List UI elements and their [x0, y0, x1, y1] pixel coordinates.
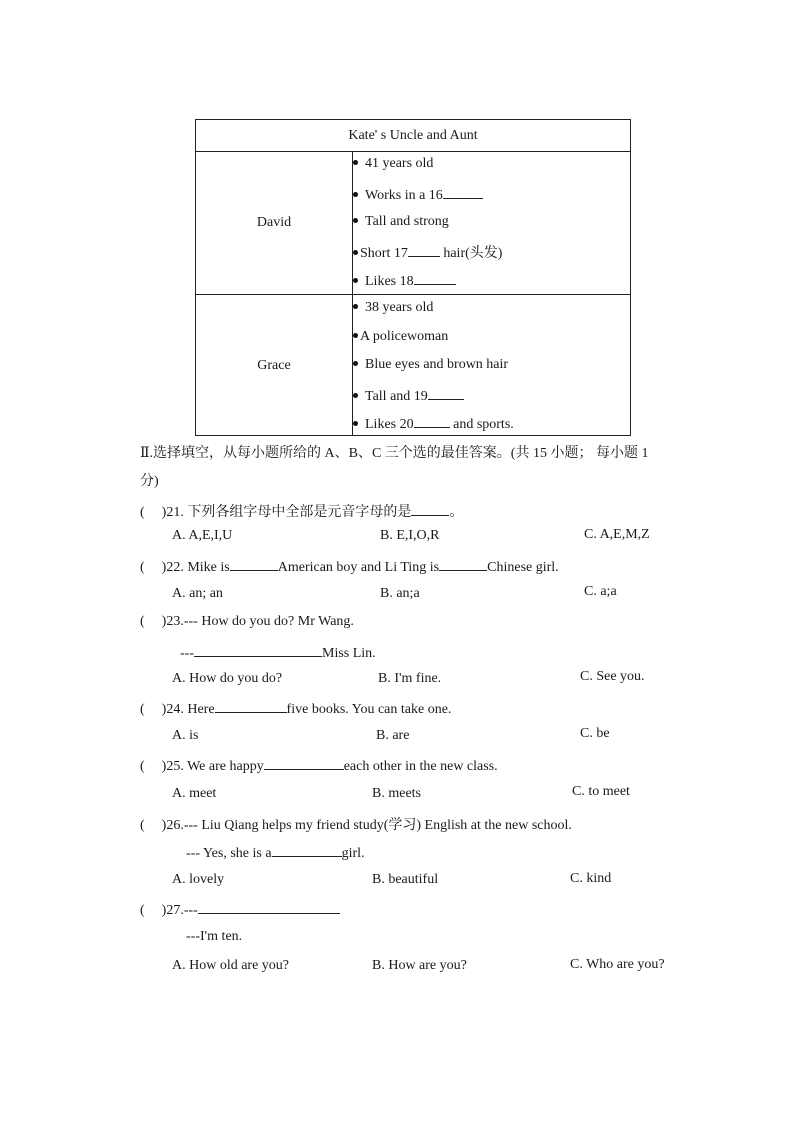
question-22: ( )22. Mike is American boy and Li Ting is Chinese girl. [140, 557, 559, 576]
question-21: ( )21. 下列各组字母中全部是元音字母的是 。 [140, 501, 463, 521]
option-c[interactable]: C. be [580, 726, 610, 741]
question-23-reply: --- Miss Lin. [180, 643, 376, 662]
list-item: Likes 20 and sports. [353, 414, 514, 433]
option-a[interactable]: A. How old are you? [172, 958, 290, 973]
answer-blank[interactable] [215, 699, 287, 713]
question-26-reply: --- Yes, she is a girl. [186, 843, 365, 862]
option-a[interactable]: A. an; an [172, 586, 223, 601]
option-c[interactable]: C. See you. [580, 669, 645, 684]
option-b[interactable]: B. I'm fine. [378, 671, 442, 686]
question-26: ( )26.--- Liu Qiang helps my friend study(学习) English at the new school. [140, 818, 572, 833]
list-item: Works in a 16 [353, 185, 483, 204]
row-name-david: David [256, 215, 292, 230]
list-item: 38 years old [353, 300, 433, 316]
answer-paren[interactable]: ( [140, 614, 145, 629]
section-heading: Ⅱ.选择填空，从每小题所给的 A、B、C 三个选的最佳答案。(共 15 小题； 每小题 1 [140, 446, 649, 461]
option-c[interactable]: C. A,E,M,Z [584, 527, 650, 542]
question-23: ( )23.--- How do you do? Mr Wang. [140, 614, 354, 629]
option-b[interactable]: B. meets [372, 786, 421, 801]
option-a[interactable]: A. meet [172, 786, 217, 801]
question-27-reply: ---I'm ten. [186, 929, 243, 944]
option-c[interactable]: C. a;a [584, 584, 617, 599]
option-b[interactable]: B. are [376, 728, 410, 743]
bullet-icon [353, 333, 358, 338]
answer-blank-20[interactable] [414, 414, 450, 428]
bullet-icon [353, 361, 358, 366]
answer-blank-19[interactable] [428, 386, 464, 400]
answer-blank[interactable] [264, 756, 344, 770]
option-c[interactable]: C. Who are you? [570, 957, 665, 972]
answer-blank-17[interactable] [408, 243, 440, 257]
answer-paren[interactable]: ( [140, 560, 145, 575]
list-item: Tall and 19 [353, 386, 464, 405]
row-name-grace: Grace [257, 358, 291, 373]
bullet-icon [353, 393, 358, 398]
option-a[interactable]: A. A,E,I,U [172, 528, 233, 543]
question-24: ( )24. Here five books. You can take one. [140, 699, 451, 718]
answer-paren[interactable]: ( [140, 702, 145, 717]
bullet-icon [353, 421, 358, 426]
answer-blank[interactable] [198, 900, 340, 914]
option-a[interactable]: A. How do you do? [172, 671, 283, 686]
answer-blank[interactable] [230, 557, 278, 571]
answer-blank-16[interactable] [443, 185, 483, 199]
section-heading-cont: 分) [140, 474, 159, 489]
table-title: Kate' s Uncle and Aunt [196, 120, 630, 152]
bullet-icon [353, 160, 358, 165]
bullet-icon [353, 304, 358, 309]
list-item: Likes 18 [353, 271, 456, 290]
list-item: A policewoman [353, 329, 448, 345]
option-c[interactable]: C. kind [570, 871, 612, 886]
answer-paren[interactable]: ( [140, 818, 145, 833]
answer-paren[interactable]: ( [140, 903, 145, 918]
answer-blank[interactable] [272, 843, 342, 857]
option-b[interactable]: B. an;a [380, 586, 420, 601]
bullet-icon [353, 278, 358, 283]
answer-paren[interactable]: ( [140, 505, 145, 520]
table-row-divider [196, 294, 630, 295]
answer-blank[interactable] [411, 502, 449, 516]
option-a[interactable]: A. lovely [172, 872, 225, 887]
option-b[interactable]: B. beautiful [372, 872, 439, 887]
question-25: ( )25. We are happy each other in the new class. [140, 756, 498, 775]
question-27: ( )27.--- [140, 900, 340, 919]
answer-blank-18[interactable] [414, 271, 456, 285]
option-a[interactable]: A. is [172, 728, 199, 743]
answer-blank[interactable] [194, 643, 322, 657]
answer-paren[interactable]: ( [140, 759, 145, 774]
list-item: Tall and strong [353, 214, 449, 230]
list-item: Short 17 hair(头发) [353, 242, 502, 262]
bullet-icon [353, 218, 358, 223]
bullet-icon [353, 250, 358, 255]
list-item: 41 years old [353, 156, 433, 172]
answer-blank[interactable] [439, 557, 487, 571]
option-c[interactable]: C. to meet [572, 784, 630, 799]
option-b[interactable]: B. E,I,O,R [380, 528, 440, 543]
bullet-icon [353, 192, 358, 197]
list-item: Blue eyes and brown hair [353, 357, 508, 373]
option-b[interactable]: B. How are you? [372, 958, 467, 973]
